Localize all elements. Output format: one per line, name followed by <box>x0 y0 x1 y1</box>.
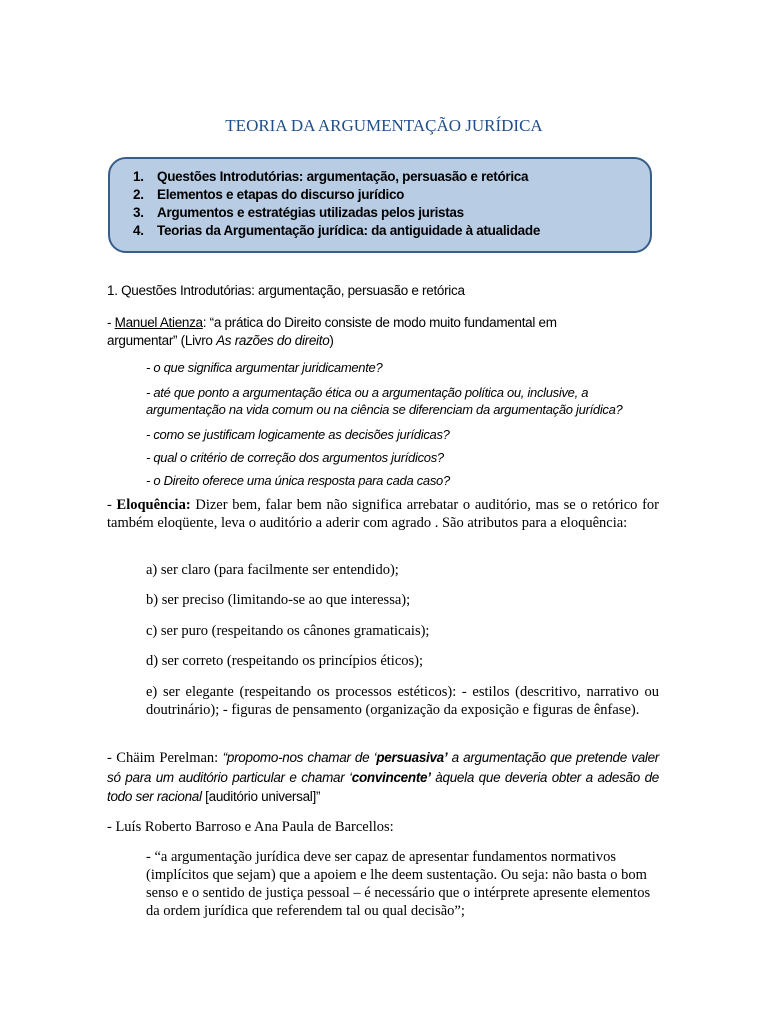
atienza-line-1: - Manuel Atienza: “a prática do Direito consiste de modo muito fundamental em <box>107 315 557 330</box>
toc-item-number: 2. <box>133 187 144 202</box>
question-item: - o Direito oferece uma única resposta para cada caso? <box>146 473 450 488</box>
table-of-contents-box <box>108 157 652 253</box>
toc-item-text: Questões Introdutórias: argumentação, persuasão e retórica <box>157 169 529 184</box>
toc-item-text: Teorias da Argumentação jurídica: da antiguidade à atualidade <box>157 223 541 238</box>
attribute-item: b) ser preciso (limitando-se ao que interessa); <box>146 592 411 608</box>
author-name: Manuel Atienza <box>114 315 203 330</box>
toc-item-text: Elementos e etapas do discurso jurídico <box>157 187 405 202</box>
eloquencia-paragraph: - Eloquência: Dizer bem, falar bem não significa arrebatar o auditório, mas se o retórico for também eloqüente, leva o auditório a aderir com agrado . São atributos para a eloquência: <box>107 497 659 531</box>
question-item: - até que ponto a argumentação ética ou a argumentação política ou, inclusive, a <box>146 385 589 400</box>
toc-item-number: 1. <box>133 169 144 184</box>
auditorio-universal: [auditório universal] <box>205 789 316 804</box>
question-item: - qual o critério de correção dos argumentos jurídicos? <box>146 450 444 465</box>
perelman-author: - Chäim Perelman: <box>107 750 223 766</box>
attribute-item: c) ser puro (respeitando os cânones gramaticais); <box>146 623 430 639</box>
barroso-quote: - “a argumentação jurídica deve ser capaz de apresentar fundamentos normativos (implícitos que sejam) que a apoiem e lhe deem sustentação. Ou seja: não basta o bom senso e o sentido de justiça pessoal – é necessário que o intérprete apresente elementos da ordem jurídica que referendem tal ou qual decisão”; <box>146 849 651 919</box>
persuasiva-term: persuasiva’ <box>376 750 448 765</box>
question-item: - como se justificam logicamente as decisões jurídicas? <box>146 427 450 442</box>
toc-item <box>133 168 540 186</box>
perelman-paragraph: - Chäim Perelman: “propomo-nos chamar de ‘persuasiva’ a argumentação que pretende valer só para um auditório particular e chamar ‘convincente’ àquela que deveria obter a adesão de todo ser racional [auditório universal]” <box>107 750 660 804</box>
barroso-heading: - Luís Roberto Barroso e Ana Paula de Barcellos: <box>107 819 394 835</box>
section-heading: 1. Questões Introdutórias: argumentação, persuasão e retórica <box>107 283 465 298</box>
toc-item-number: 4. <box>133 223 144 238</box>
toc-item <box>133 222 540 240</box>
question-item: argumentação na vida comum ou na ciência se diferenciam da argumentação jurídica? <box>146 402 623 417</box>
document-title: TEORIA DA ARGUMENTAÇÃO JURÍDICA <box>225 116 543 135</box>
eloquencia-label: Eloquência: <box>116 497 191 513</box>
question-item: - o que significa argumentar juridicamente? <box>146 360 383 375</box>
atienza-line-2: argumentar” (Livro As razões do direito) <box>107 333 334 348</box>
convincente-term: convincente’ <box>351 770 431 785</box>
toc-item <box>133 186 540 204</box>
atienza-paragraph <box>107 314 667 350</box>
toc-item <box>133 204 540 222</box>
attribute-item: e) ser elegante (respeitando os processos estéticos): - estilos (descritivo, narrativo ou doutrinário); - figuras de pensamento (organização da exposição e figuras de ênfase). <box>146 684 659 718</box>
attribute-item: d) ser correto (respeitando os princípios éticos); <box>146 653 424 669</box>
toc-item-number: 3. <box>133 205 144 220</box>
toc-item-text: Argumentos e estratégias utilizadas pelos juristas <box>157 205 464 220</box>
book-title: As razões do direito <box>216 333 330 348</box>
table-of-contents <box>133 168 540 240</box>
attribute-item: a) ser claro (para facilmente ser entendido); <box>146 562 399 578</box>
